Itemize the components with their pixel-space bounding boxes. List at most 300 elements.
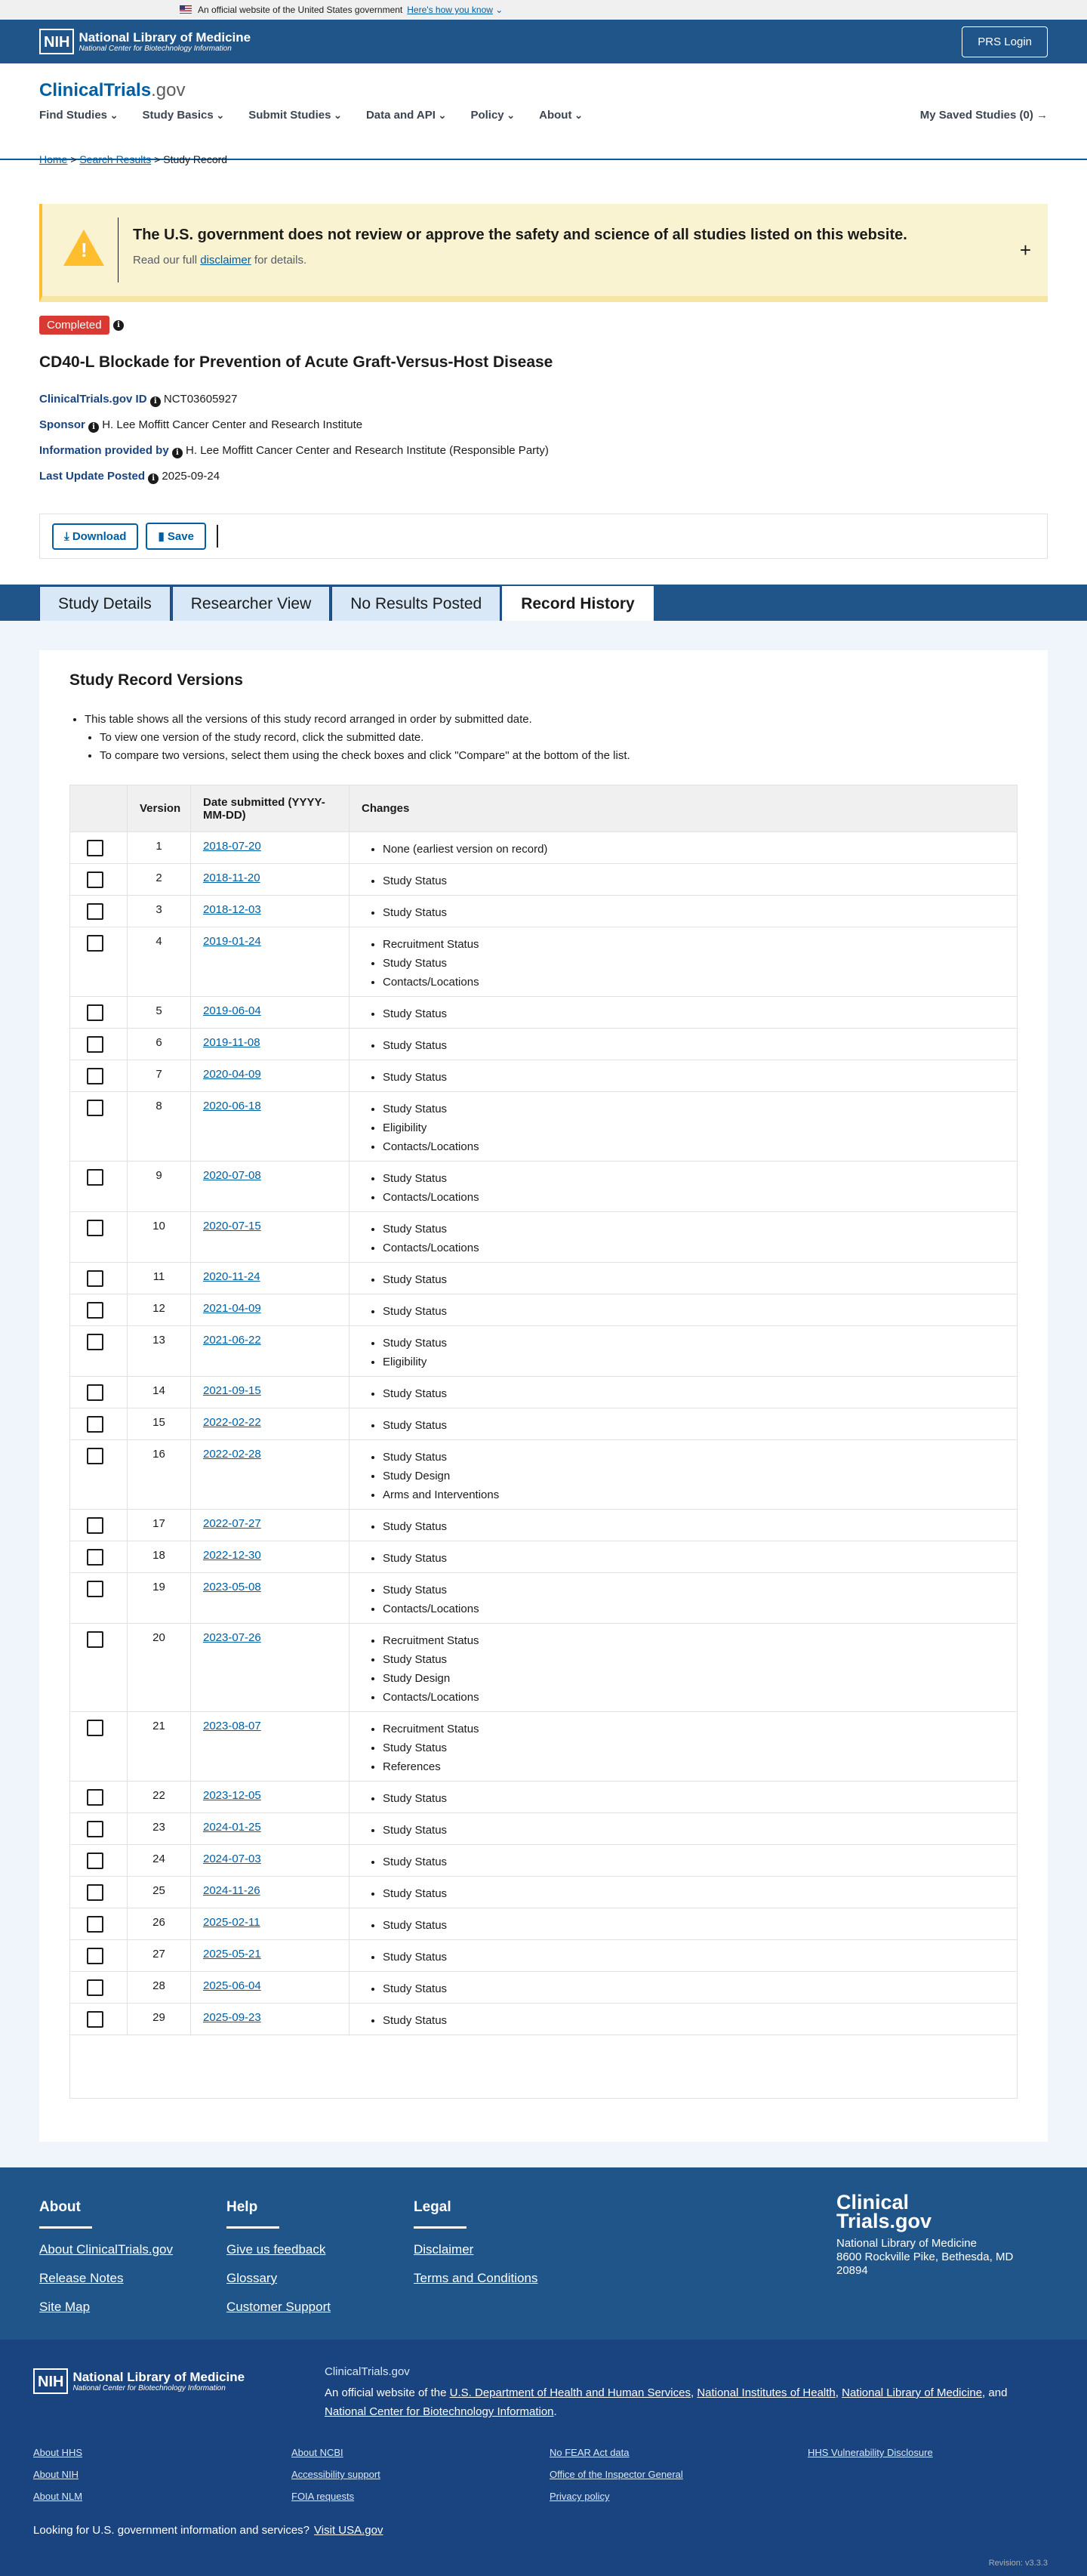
- date-cell: [191, 1782, 350, 1812]
- changes-cell: [350, 1972, 1017, 2003]
- date-cell: [191, 1624, 350, 1711]
- download-button[interactable]: [52, 523, 138, 550]
- version-date-link[interactable]: 2020-06-18: [203, 1100, 261, 1112]
- version-checkbox[interactable]: [87, 935, 103, 952]
- table-row: [70, 927, 1017, 997]
- footer-about-title: About: [39, 2199, 81, 2215]
- version-cell: 13: [128, 1326, 191, 1376]
- ncbi-link[interactable]: National Center for Biotechnology Information: [325, 2405, 554, 2418]
- changes-list: [383, 1169, 1005, 1207]
- version-date-link[interactable]: 2024-01-25: [203, 1821, 261, 1834]
- date-cell: [191, 1845, 350, 1876]
- date-cell: [191, 1712, 350, 1781]
- version-cell: 20: [128, 1624, 191, 1711]
- changes-cell: [350, 896, 1017, 927]
- changes-cell: [350, 1162, 1017, 1211]
- select-cell: [70, 997, 128, 1028]
- actions-divider: [217, 525, 218, 548]
- changes-list: [383, 1916, 1005, 1935]
- disclaimer-text: [133, 254, 306, 267]
- changes-cell: [350, 1712, 1017, 1781]
- version-date-link[interactable]: 2024-11-26: [203, 1884, 260, 1897]
- bookmark-icon: ▮: [158, 530, 165, 543]
- last-update-value: 2025-09-24: [162, 470, 220, 483]
- change-item: • Study Status: [383, 903, 1005, 922]
- nav-data-and-api[interactable]: Data and API ⌄: [366, 109, 446, 122]
- changes-list: [383, 1036, 1005, 1055]
- select-cell: [70, 1294, 128, 1325]
- date-cell: [191, 1908, 350, 1939]
- date-cell: [191, 1408, 350, 1439]
- change-item: • Study Status: [383, 1581, 1005, 1600]
- last-update-row: [39, 470, 220, 484]
- date-cell: [191, 1377, 350, 1408]
- study-actions: [39, 514, 1048, 559]
- version-date-link[interactable]: 2022-02-28: [203, 1448, 261, 1461]
- table-row: [70, 1908, 1017, 1940]
- changes-list: [383, 1334, 1005, 1371]
- logo-line: Trials.gov: [836, 2210, 932, 2232]
- footer-ct-logo[interactable]: [836, 2193, 931, 2231]
- select-cell: [70, 1212, 128, 1262]
- version-date-link[interactable]: 2023-08-07: [203, 1720, 261, 1732]
- version-date-link[interactable]: 2021-04-09: [203, 1302, 261, 1315]
- changes-list: [383, 872, 1005, 890]
- version-checkbox[interactable]: [87, 872, 103, 888]
- version-date-link[interactable]: 2020-04-09: [203, 1068, 261, 1081]
- changes-list: [383, 1302, 1005, 1321]
- breadcrumb-search-results[interactable]: Search Results: [79, 153, 152, 165]
- version-checkbox[interactable]: [87, 1916, 103, 1933]
- nlm-link[interactable]: National Library of Medicine: [842, 2386, 983, 2399]
- version-checkbox[interactable]: [87, 1581, 103, 1597]
- changes-cell: [350, 1573, 1017, 1623]
- version-checkbox[interactable]: [87, 1270, 103, 1287]
- version-cell: 14: [128, 1377, 191, 1408]
- table-row: [70, 1263, 1017, 1294]
- select-cell: [70, 1712, 128, 1781]
- changes-list: [383, 1549, 1005, 1568]
- my-saved-studies-link[interactable]: [920, 109, 1048, 122]
- study-id-label: ClinicalTrials.gov ID: [39, 393, 147, 406]
- tab-study-details[interactable]: Study Details: [39, 586, 171, 621]
- version-checkbox[interactable]: [87, 903, 103, 920]
- version-date-link[interactable]: 2024-07-03: [203, 1853, 261, 1865]
- date-cell: [191, 2004, 350, 2035]
- version-checkbox[interactable]: [87, 1302, 103, 1319]
- version-date-link[interactable]: 2019-06-04: [203, 1004, 261, 1017]
- nav-policy[interactable]: Policy ⌄: [470, 109, 515, 122]
- version-date-link[interactable]: 2025-02-11: [203, 1916, 260, 1929]
- tab-record-history[interactable]: Record History: [502, 586, 654, 621]
- official-and: and: [988, 2386, 1008, 2399]
- version-date-link[interactable]: 2020-07-08: [203, 1169, 261, 1182]
- footer-official: An official website of the U.S. Department of Health and Human Services, National Institutes of Health, National Library of Medicine, and National Center for Biotechnology Information.: [325, 2386, 1008, 2418]
- version-checkbox[interactable]: [87, 1004, 103, 1021]
- changes-list: [383, 1448, 1005, 1504]
- change-item: • Study Status: [383, 1220, 1005, 1239]
- version-date-link[interactable]: 2025-05-21: [203, 1948, 261, 1961]
- footer-bottom: [0, 2340, 1087, 2576]
- changes-list: [383, 840, 1005, 859]
- change-item: • Eligibility: [383, 1353, 1005, 1371]
- disclaimer-link[interactable]: disclaimer: [200, 254, 251, 267]
- version-date-link[interactable]: 2025-09-23: [203, 2011, 261, 2024]
- table-row: [70, 1294, 1017, 1326]
- version-date-link[interactable]: 2023-12-05: [203, 1789, 261, 1802]
- study-id: NCT03605927: [163, 393, 238, 406]
- changes-cell: [350, 1782, 1017, 1812]
- intro-sub: [85, 729, 630, 765]
- version-date-link[interactable]: 2021-06-22: [203, 1334, 261, 1347]
- changes-list: [383, 1948, 1005, 1967]
- date-cell: [191, 1060, 350, 1091]
- disclaimer-title: The U.S. government does not review or approve the safety and science of all studies listed on this website.: [133, 227, 907, 243]
- footer-link[interactable]: Accessibility support: [291, 2469, 380, 2480]
- version-date-link[interactable]: 2020-11-24: [203, 1270, 260, 1283]
- prs-login-button[interactable]: PRS Login: [962, 26, 1048, 57]
- nlm-logo[interactable]: [39, 29, 251, 54]
- version-cell: 24: [128, 1845, 191, 1876]
- footer-link[interactable]: Release Notes: [39, 2271, 124, 2285]
- select-cell: [70, 1845, 128, 1876]
- date-cell: [191, 832, 350, 863]
- info-icon[interactable]: i: [113, 320, 124, 331]
- version-checkbox[interactable]: [87, 1448, 103, 1464]
- changes-cell: [350, 1908, 1017, 1939]
- version-cell: 18: [128, 1541, 191, 1572]
- version-checkbox[interactable]: [87, 1853, 103, 1869]
- divider: [39, 2226, 92, 2229]
- version-checkbox[interactable]: [87, 1821, 103, 1837]
- version-checkbox[interactable]: [87, 1416, 103, 1433]
- version-date-link[interactable]: 2025-06-04: [203, 1979, 261, 1992]
- nlm-name: National Library of Medicine: [72, 2369, 245, 2384]
- version-checkbox[interactable]: [87, 1517, 103, 1534]
- nlm-name: National Library of Medicine: [79, 29, 251, 45]
- table-header: [70, 785, 1017, 832]
- changes-cell: [350, 997, 1017, 1028]
- version-date-link[interactable]: 2021-09-15: [203, 1384, 261, 1397]
- footer-link[interactable]: No FEAR Act data: [550, 2447, 630, 2458]
- warning-icon: !: [63, 230, 104, 266]
- main-nav: [39, 109, 583, 122]
- changes-cell: [350, 1092, 1017, 1161]
- version-date-link[interactable]: 2023-07-26: [203, 1631, 261, 1644]
- info-icon[interactable]: i: [148, 474, 159, 484]
- table-row: [70, 1440, 1017, 1510]
- footer-link[interactable]: About NIH: [33, 2469, 79, 2480]
- version-cell: 29: [128, 2004, 191, 2035]
- date-cell: [191, 1029, 350, 1060]
- changes-cell: [350, 1060, 1017, 1091]
- study-title: CD40-L Blockade for Prevention of Acute Graft-Versus-Host Disease: [39, 353, 553, 371]
- header-date: Date submitted (YYYY-MM-DD): [191, 785, 350, 831]
- changes-list: [383, 1100, 1005, 1156]
- expand-plus-icon[interactable]: +: [1019, 239, 1031, 261]
- version-date-link[interactable]: 2022-02-22: [203, 1416, 261, 1429]
- info-provided-value: H. Lee Moffitt Cancer Center and Research Institute (Responsible Party): [186, 444, 549, 457]
- table-row: [70, 1712, 1017, 1782]
- hhs-link[interactable]: U.S. Department of Health and Human Services: [449, 2386, 691, 2399]
- version-date-link[interactable]: 2018-11-20: [203, 872, 260, 884]
- date-cell: [191, 1263, 350, 1294]
- us-flag-icon: [180, 5, 192, 14]
- version-cell: 23: [128, 1813, 191, 1844]
- changes-list: [383, 1517, 1005, 1536]
- change-item: • Study Status: [383, 1100, 1005, 1118]
- changes-cell: [350, 1510, 1017, 1541]
- usa-gov-row: [33, 2524, 383, 2537]
- date-cell: [191, 1440, 350, 1509]
- table-row: [70, 832, 1017, 864]
- nav-find-studies[interactable]: Find Studies ⌄: [39, 109, 119, 122]
- footer-address: [836, 2237, 1033, 2278]
- version-cell: 27: [128, 1940, 191, 1971]
- version-checkbox[interactable]: [87, 1334, 103, 1350]
- footer-link[interactable]: Glossary: [226, 2271, 278, 2285]
- select-cell: [70, 1813, 128, 1844]
- version-cell: 17: [128, 1510, 191, 1541]
- info-icon[interactable]: i: [88, 422, 99, 433]
- date-cell: [191, 927, 350, 996]
- changes-cell: [350, 2004, 1017, 2035]
- change-item: • Study Status: [383, 1884, 1005, 1903]
- version-date-link[interactable]: 2022-12-30: [203, 1549, 261, 1562]
- intro-text: • This table shows all the versions of this study record arranged in order by submitted date.: [85, 711, 630, 729]
- change-item: • Study Status: [383, 1448, 1005, 1467]
- change-item: • Study Status: [383, 1302, 1005, 1321]
- change-item: • Study Status: [383, 1948, 1005, 1967]
- date-cell: [191, 1510, 350, 1541]
- footer-nlm-logo[interactable]: [33, 2368, 245, 2394]
- table-row: [70, 1029, 1017, 1060]
- nih-link[interactable]: National Institutes of Health: [697, 2386, 836, 2399]
- sponsor-row: [39, 418, 362, 433]
- info-icon[interactable]: i: [150, 396, 161, 407]
- version-cell: 2: [128, 864, 191, 895]
- address-line: 8600 Rockville Pike, Bethesda, MD: [836, 2251, 1014, 2263]
- version-checkbox[interactable]: [87, 1789, 103, 1806]
- tab-no-results-posted[interactable]: No Results Posted: [331, 586, 500, 621]
- footer-link[interactable]: About ClinicalTrials.gov: [39, 2242, 173, 2257]
- version-cell: 12: [128, 1294, 191, 1325]
- version-date-link[interactable]: 2018-07-20: [203, 840, 261, 853]
- nav-study-basics[interactable]: Study Basics ⌄: [143, 109, 225, 122]
- select-cell: [70, 927, 128, 996]
- version-checkbox[interactable]: [87, 1720, 103, 1736]
- change-item: • Contacts/Locations: [383, 1137, 1005, 1156]
- footer-link[interactable]: Customer Support: [226, 2300, 331, 2314]
- changes-cell: [350, 1377, 1017, 1408]
- table-row: [70, 997, 1017, 1029]
- version-cell: 6: [128, 1029, 191, 1060]
- version-cell: 5: [128, 997, 191, 1028]
- select-cell: [70, 1908, 128, 1939]
- change-item: • Contacts/Locations: [383, 1600, 1005, 1618]
- version-checkbox[interactable]: [87, 1549, 103, 1566]
- change-item: • Study Status: [383, 1036, 1005, 1055]
- version-date-link[interactable]: 2019-01-24: [203, 935, 261, 948]
- date-cell: [191, 1294, 350, 1325]
- change-item: • Study Status: [383, 1270, 1005, 1289]
- version-checkbox[interactable]: [87, 1169, 103, 1186]
- version-cell: 3: [128, 896, 191, 927]
- select-cell: [70, 1972, 128, 2003]
- footer-link[interactable]: Office of the Inspector General: [550, 2469, 683, 2480]
- version-date-link[interactable]: 2018-12-03: [203, 903, 261, 916]
- footer-link[interactable]: Privacy policy: [550, 2491, 610, 2502]
- change-item: • Study Status: [383, 1650, 1005, 1669]
- clinicaltrials-logo[interactable]: [39, 80, 185, 101]
- versions-table: [69, 785, 1018, 2099]
- table-row: [70, 1408, 1017, 1440]
- footer-help-title: Help: [226, 2199, 258, 2215]
- footer-legal-title: Legal: [414, 2199, 451, 2215]
- footer-link[interactable]: About NLM: [33, 2491, 83, 2502]
- version-cell: 11: [128, 1263, 191, 1294]
- official-pre: An official website of the: [325, 2386, 447, 2399]
- footer-link[interactable]: HHS Vulnerability Disclosure: [808, 2447, 933, 2458]
- changes-cell: [350, 1624, 1017, 1711]
- change-item: • Study Status: [383, 1979, 1005, 1998]
- version-date-link[interactable]: 2019-11-08: [203, 1036, 260, 1049]
- changes-list: [383, 1821, 1005, 1840]
- changes-list: [383, 1416, 1005, 1435]
- heres-how-you-know-link[interactable]: Here's how you know: [407, 5, 493, 15]
- table-row: [70, 896, 1017, 927]
- change-item: • Recruitment Status: [383, 1631, 1005, 1650]
- footer-site-name: ClinicalTrials.gov: [325, 2365, 410, 2378]
- changes-list: [383, 903, 1005, 922]
- info-icon[interactable]: i: [172, 448, 183, 458]
- date-cell: [191, 1092, 350, 1161]
- table-row: [70, 1573, 1017, 1624]
- usa-pre: Looking for U.S. government information and services?: [33, 2524, 310, 2537]
- footer: [0, 2167, 1087, 2576]
- version-checkbox[interactable]: [87, 2011, 103, 2028]
- version-cell: 8: [128, 1092, 191, 1161]
- footer-link[interactable]: About NCBI: [291, 2447, 343, 2458]
- save-button[interactable]: [146, 523, 205, 550]
- date-cell: [191, 1326, 350, 1376]
- version-checkbox[interactable]: [87, 1100, 103, 1116]
- version-cell: 7: [128, 1060, 191, 1091]
- changes-list: [383, 1270, 1005, 1289]
- disclaimer-alert: [39, 204, 1048, 302]
- version-checkbox[interactable]: [87, 1948, 103, 1964]
- select-cell: [70, 896, 128, 927]
- date-cell: [191, 1877, 350, 1908]
- version-checkbox[interactable]: [87, 1384, 103, 1401]
- version-checkbox[interactable]: [87, 840, 103, 856]
- changes-cell: [350, 1263, 1017, 1294]
- date-cell: [191, 896, 350, 927]
- footer-link[interactable]: FOIA requests: [291, 2491, 355, 2502]
- version-checkbox[interactable]: [87, 1884, 103, 1901]
- changes-list: [383, 1720, 1005, 1776]
- version-cell: 28: [128, 1972, 191, 2003]
- date-cell: [191, 1541, 350, 1572]
- changes-cell: [350, 832, 1017, 863]
- version-checkbox[interactable]: [87, 1220, 103, 1236]
- table-row: [70, 1510, 1017, 1541]
- footer-link[interactable]: Give us feedback: [226, 2242, 326, 2257]
- changes-list: [383, 1979, 1005, 1998]
- select-cell: [70, 1624, 128, 1711]
- date-cell: [191, 864, 350, 895]
- change-item: • Study Status: [383, 1416, 1005, 1435]
- version-date-link[interactable]: 2020-07-15: [203, 1220, 261, 1232]
- intro-bullet: • To view one version of the study record, click the submitted date.: [100, 729, 630, 747]
- nav-about[interactable]: About ⌄: [539, 109, 583, 122]
- study-tabs: [39, 586, 654, 621]
- footer-link[interactable]: Site Map: [39, 2300, 91, 2314]
- select-cell: [70, 1029, 128, 1060]
- version-checkbox[interactable]: [87, 1036, 103, 1053]
- version-cell: 15: [128, 1408, 191, 1439]
- version-checkbox[interactable]: [87, 1631, 103, 1648]
- changes-cell: [350, 1294, 1017, 1325]
- version-checkbox[interactable]: [87, 1979, 103, 1996]
- changes-cell: [350, 1813, 1017, 1844]
- select-cell: [70, 1377, 128, 1408]
- header-select: [70, 785, 128, 831]
- change-item: • Contacts/Locations: [383, 1188, 1005, 1207]
- footer-about: [39, 2199, 173, 2328]
- change-item: • Study Status: [383, 1853, 1005, 1871]
- usa-gov-link[interactable]: Visit USA.gov: [314, 2524, 383, 2537]
- change-item: • Study Status: [383, 1821, 1005, 1840]
- change-item: • Recruitment Status: [383, 935, 1005, 954]
- sponsor-label: Sponsor: [39, 418, 85, 431]
- nav-submit-studies[interactable]: Submit Studies ⌄: [248, 109, 342, 122]
- changes-cell: [350, 864, 1017, 895]
- select-cell: [70, 1877, 128, 1908]
- breadcrumb-home[interactable]: Home: [39, 153, 68, 165]
- version-date-link[interactable]: 2023-05-08: [203, 1581, 261, 1593]
- version-date-link[interactable]: 2022-07-27: [203, 1517, 261, 1530]
- table-row: [70, 1162, 1017, 1212]
- chevron-down-icon: ⌄: [495, 5, 503, 15]
- date-cell: [191, 1940, 350, 1971]
- footer-link[interactable]: About HHS: [33, 2447, 83, 2458]
- change-item: • Recruitment Status: [383, 1720, 1005, 1738]
- change-item: • Eligibility: [383, 1118, 1005, 1137]
- table-row: [70, 1326, 1017, 1377]
- table-row: [70, 1541, 1017, 1573]
- select-cell: [70, 1782, 128, 1812]
- footer-link[interactable]: Terms and Conditions: [414, 2271, 538, 2285]
- changes-cell: [350, 1212, 1017, 1262]
- changes-cell: [350, 1845, 1017, 1876]
- footer-link[interactable]: Disclaimer: [414, 2242, 474, 2257]
- intro-bullet: • To compare two versions, select them using the check boxes and click "Compare" at the bottom of the list.: [100, 747, 630, 765]
- tab-researcher-view[interactable]: Researcher View: [172, 586, 331, 621]
- changes-list: [383, 1004, 1005, 1023]
- date-cell: [191, 1972, 350, 2003]
- version-cell: 25: [128, 1877, 191, 1908]
- select-cell: [70, 1440, 128, 1509]
- table-row: [70, 1092, 1017, 1162]
- change-item: • Study Status: [383, 1549, 1005, 1568]
- version-checkbox[interactable]: [87, 1068, 103, 1084]
- nlm-header: [0, 20, 1087, 63]
- versions-heading: Study Record Versions: [69, 671, 243, 689]
- change-item: • Study Status: [383, 1169, 1005, 1188]
- select-cell: [70, 1573, 128, 1623]
- changes-list: [383, 1884, 1005, 1903]
